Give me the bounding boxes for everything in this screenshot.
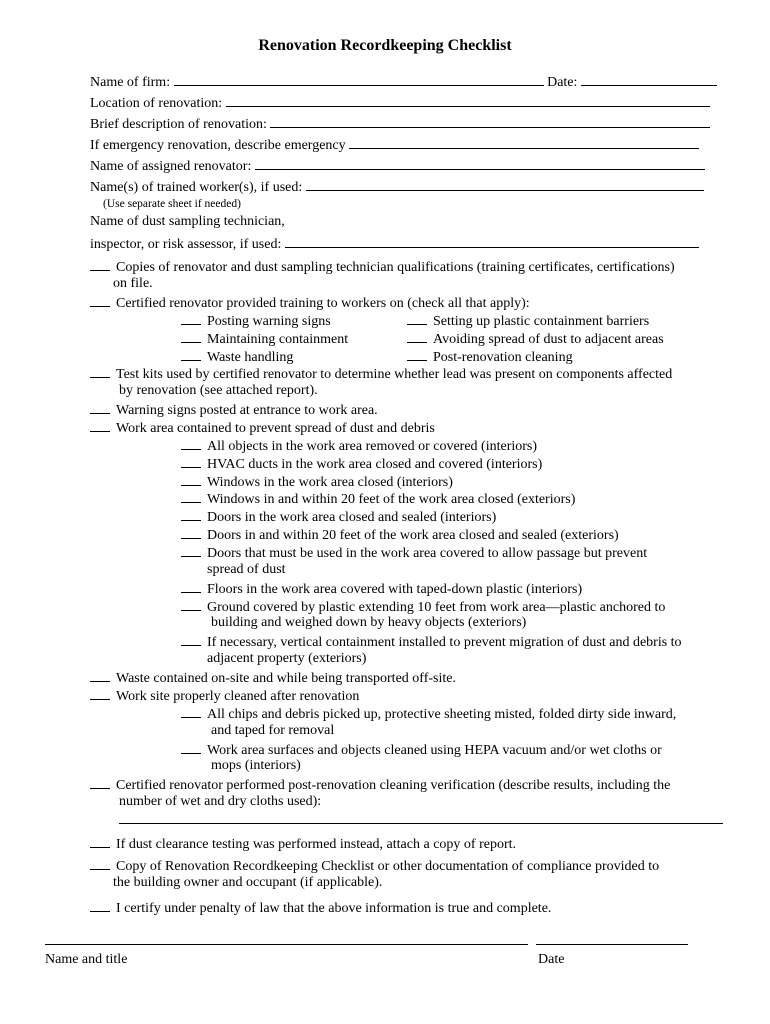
check-blank[interactable] (90, 418, 110, 432)
work-area-sub (181, 489, 575, 509)
check-blank[interactable] (181, 436, 201, 450)
training-option (407, 311, 649, 331)
renovator-field[interactable] (255, 156, 705, 170)
option-text: Posting warning signs (207, 314, 331, 329)
location-row (90, 93, 710, 113)
check-text: Waste contained on-site and while being transported off-site. (116, 671, 456, 686)
sub-text-cont: and taped for removal (211, 723, 335, 738)
check-blank[interactable] (181, 543, 201, 557)
sub-text: HVAC ducts in the work area closed and covered (interiors) (207, 457, 543, 472)
dust-tech-row (90, 234, 699, 254)
check-copy-provided (90, 856, 659, 876)
check-work-area (90, 418, 435, 438)
check-blank[interactable] (181, 740, 201, 754)
sub-text: Work area surfaces and objects cleaned using HEPA vacuum and/or wet cloths or (207, 743, 662, 758)
dust-tech-label-1: Name of dust sampling technician, (90, 214, 285, 229)
check-verification (90, 775, 670, 795)
check-blank[interactable] (407, 347, 427, 361)
training-option (181, 329, 348, 349)
check-blank[interactable] (181, 347, 201, 361)
check-blank[interactable] (181, 632, 201, 646)
check-blank[interactable] (90, 834, 110, 848)
check-warning-signs (90, 400, 378, 420)
option-text: Avoiding spread of dust to adjacent areas (433, 332, 664, 347)
date-field[interactable] (581, 72, 717, 86)
check-blank[interactable] (181, 579, 201, 593)
signature-date-label: Date (538, 952, 565, 967)
workers-field[interactable] (306, 177, 704, 191)
workers-label: Name(s) of trained worker(s), if used: (90, 180, 303, 195)
firm-field[interactable] (174, 72, 544, 86)
check-blank[interactable] (181, 597, 201, 611)
dust-tech-field[interactable] (285, 234, 699, 248)
check-blank[interactable] (90, 257, 110, 271)
emergency-label: If emergency renovation, describe emergency (90, 138, 346, 153)
renovator-row (90, 156, 705, 176)
check-blank[interactable] (90, 898, 110, 912)
sub-text: Doors that must be used in the work area covered to allow passage but prevent (207, 546, 648, 561)
check-blank[interactable] (181, 489, 201, 503)
check-blank[interactable] (407, 329, 427, 343)
check-blank[interactable] (181, 704, 201, 718)
check-blank[interactable] (90, 686, 110, 700)
emergency-row (90, 135, 699, 155)
description-row (90, 114, 710, 134)
check-text: I certify under penalty of law that the above information is true and complete. (116, 901, 552, 916)
check-text: Test kits used by certified renovator to determine whether lead was present on components affected (116, 367, 673, 382)
check-blank[interactable] (181, 454, 201, 468)
check-copies-cont: on file. (113, 276, 153, 291)
check-copies (90, 257, 675, 277)
page-title: Renovation Recordkeeping Checklist (258, 37, 512, 54)
check-test-kits-cont: by renovation (see attached report). (119, 383, 318, 398)
sub-text: All chips and debris picked up, protective sheeting misted, folded dirty side inward, (207, 707, 677, 722)
work-area-sub (181, 632, 682, 652)
option-text: Waste handling (207, 350, 294, 365)
check-text: Copies of renovator and dust sampling technician qualifications (training certificates, certifications) (116, 260, 675, 275)
check-text: Warning signs posted at entrance to work area. (116, 403, 378, 418)
workers-note: (Use separate sheet if needed) (103, 198, 241, 210)
dust-tech-label-2: inspector, or risk assessor, if used: (90, 237, 282, 252)
option-text: Setting up plastic containment barriers (433, 314, 650, 329)
work-area-sub (181, 543, 647, 563)
emergency-field[interactable] (349, 135, 699, 149)
sub-text: Doors in and within 20 feet of the work area closed and sealed (exteriors) (207, 528, 619, 543)
sub-text: Ground covered by plastic extending 10 feet from work area—plastic anchored to (207, 600, 666, 615)
sub-text: All objects in the work area removed or covered (interiors) (207, 439, 538, 454)
cleaned-sub (181, 704, 676, 724)
sub-text: Floors in the work area covered with taped-down plastic (interiors) (207, 582, 583, 597)
check-blank[interactable] (181, 525, 201, 539)
renovator-label: Name of assigned renovator: (90, 159, 252, 174)
check-certify (90, 898, 551, 918)
sub-text-cont: mops (interiors) (211, 758, 301, 773)
sub-text-cont: adjacent property (exteriors) (207, 651, 367, 666)
work-area-sub (181, 436, 537, 456)
training-option (407, 329, 664, 349)
workers-row (90, 177, 704, 197)
work-area-sub (181, 579, 582, 599)
location-label: Location of renovation: (90, 96, 223, 111)
check-copy-provided-cont: the building owner and occupant (if applicable). (113, 875, 383, 890)
check-text: Certified renovator provided training to workers on (check all that apply): (116, 296, 530, 311)
check-blank[interactable] (181, 507, 201, 521)
check-cleaned (90, 686, 359, 706)
option-text: Post-renovation cleaning (433, 350, 573, 365)
check-blank[interactable] (90, 400, 110, 414)
option-text: Maintaining containment (207, 332, 349, 347)
check-blank[interactable] (181, 329, 201, 343)
check-blank[interactable] (407, 311, 427, 325)
work-area-sub (181, 525, 619, 545)
check-blank[interactable] (90, 856, 110, 870)
check-waste (90, 668, 456, 688)
location-field[interactable] (226, 93, 710, 107)
check-text: Certified renovator performed post-renovation cleaning verification (describe results, including the (116, 778, 671, 793)
description-field[interactable] (270, 114, 710, 128)
sub-text: If necessary, vertical containment installed to prevent migration of dust and debris to (207, 635, 682, 650)
firm-row (90, 72, 717, 92)
check-blank[interactable] (181, 311, 201, 325)
date-label: Date: (547, 75, 578, 90)
check-blank[interactable] (90, 775, 110, 789)
sub-text: Windows in and within 20 feet of the work area closed (exteriors) (207, 492, 576, 507)
sub-text-cont: building and weighed down by heavy objects (exteriors) (211, 615, 527, 630)
description-label: Brief description of renovation: (90, 117, 267, 132)
training-option (181, 311, 331, 331)
check-text: Copy of Renovation Recordkeeping Checklist or other documentation of compliance provided to (116, 859, 660, 874)
firm-label: Name of firm: (90, 75, 171, 90)
signature-date-field[interactable] (536, 944, 688, 945)
check-clearance (90, 834, 516, 854)
check-test-kits (90, 364, 672, 384)
check-blank[interactable] (90, 668, 110, 682)
check-blank[interactable] (181, 472, 201, 486)
sub-text: Doors in the work area closed and sealed (interiors) (207, 510, 497, 525)
check-training (90, 293, 530, 313)
sub-text: Windows in the work area closed (interiors) (207, 475, 453, 490)
name-title-field[interactable] (45, 944, 528, 945)
name-title-label: Name and title (45, 952, 128, 967)
sub-text-cont: spread of dust (207, 562, 286, 577)
check-verification-cont: number of wet and dry cloths used): (119, 794, 322, 809)
check-blank[interactable] (90, 293, 110, 307)
check-text: If dust clearance testing was performed instead, attach a copy of report. (116, 837, 516, 852)
check-text: Work area contained to prevent spread of dust and debris (116, 421, 435, 436)
verification-results-field[interactable] (119, 823, 723, 824)
check-text: Work site properly cleaned after renovation (116, 689, 360, 704)
check-blank[interactable] (90, 364, 110, 378)
work-area-sub (181, 454, 542, 474)
work-area-sub (181, 507, 496, 527)
